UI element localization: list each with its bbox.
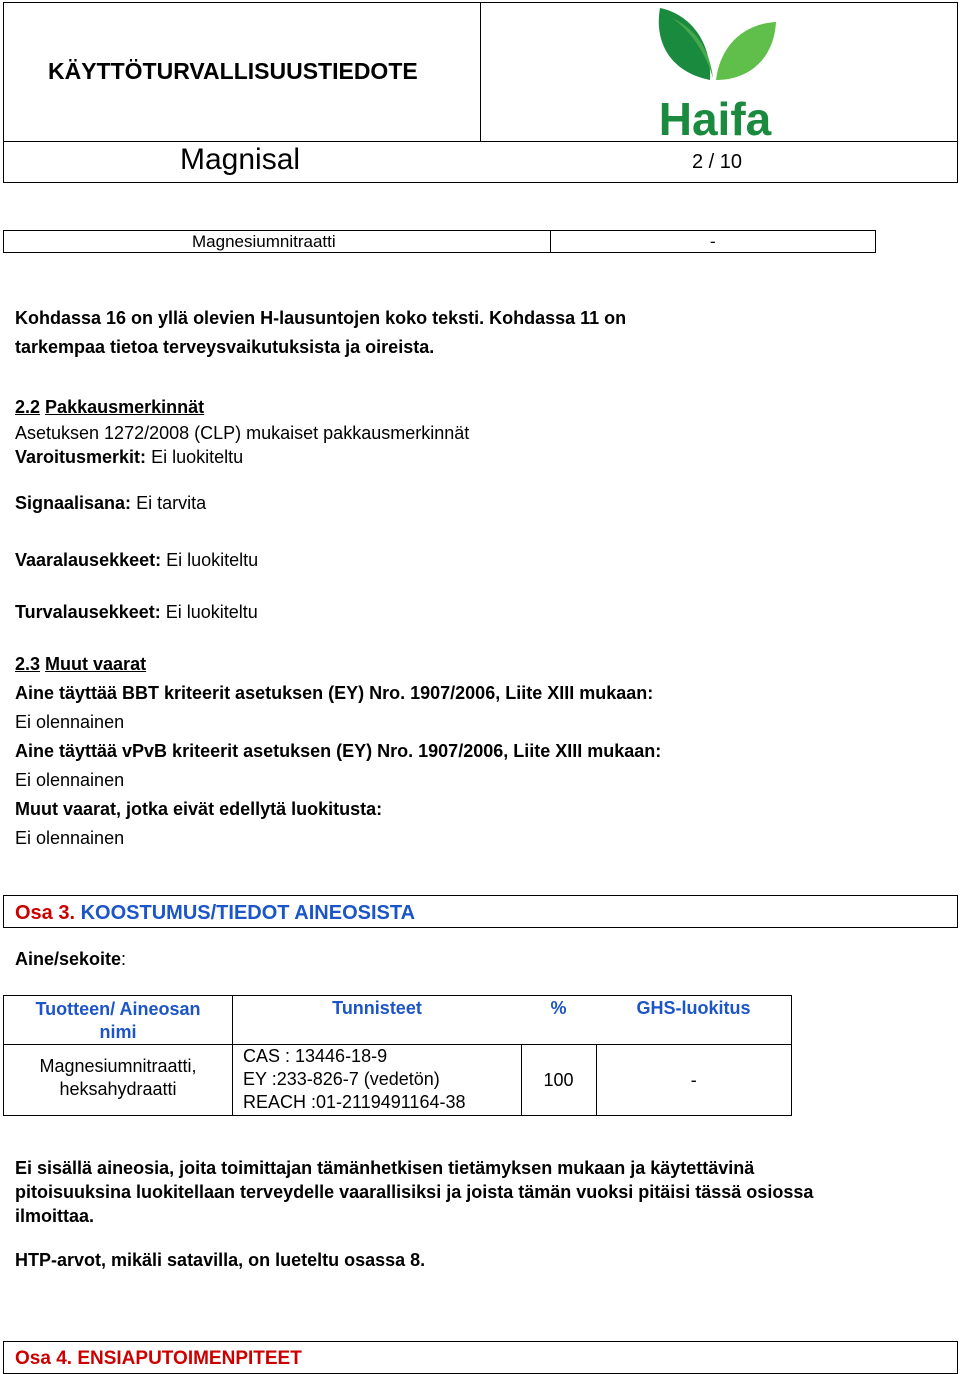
- section-2-2-title: Pakkausmerkinnät: [45, 397, 205, 417]
- signal-word: [15, 492, 206, 515]
- header-identifiers-cell: [233, 996, 522, 1045]
- row-ey: EY :233-826-7 (vedetön): [243, 1069, 440, 1089]
- logo-leaf-right: [716, 22, 776, 80]
- substance-bar: [3, 230, 876, 253]
- warning-symbols-label: Varoitusmerkit:: [15, 447, 147, 467]
- intro-line-2: tarkempaa tietoa terveysvaikutuksista ja oireista.: [15, 337, 435, 357]
- precautionary-statements: [15, 601, 258, 624]
- section-4-title: [15, 1348, 302, 1370]
- hazard-statements: [15, 549, 258, 572]
- section-2-3-title: Muut vaarat: [45, 654, 147, 674]
- warning-symbols: [15, 446, 243, 469]
- header-ghs-cell: [596, 996, 792, 1045]
- composition-note-line-1: Ei sisällä aineosia, joita toimittajan tämänhetkisen tietämyksen mukaan ja käytettävinä: [15, 1158, 755, 1178]
- row-ghs-cell: [596, 1045, 792, 1116]
- section-2-3-number: 2.3: [15, 654, 41, 674]
- warning-symbols-value: Ei luokiteltu: [151, 447, 244, 467]
- header-percent-cell: [521, 996, 596, 1045]
- row-name-cell: [4, 1045, 233, 1116]
- header-percent: %: [550, 998, 567, 1018]
- substance-mixture-subhead: [15, 948, 126, 971]
- pbt-criteria-label: Aine täyttää BBT kriteerit asetuksen (EY) Nro. 1907/2006, Liite XIII mukaan:: [15, 683, 654, 703]
- substance-mixture-colon: :: [121, 949, 127, 969]
- section-2-3-heading: [15, 653, 146, 676]
- row-name-line-1: Magnesiumnitraatti,: [39, 1056, 197, 1076]
- table-row: [4, 1045, 792, 1116]
- section-4-name: ENSIAPUTOIMENPITEET: [77, 1348, 302, 1369]
- vpvb-criteria-value: Ei olennainen: [15, 770, 125, 790]
- other-hazards-label: Muut vaarat, jotka eivät edellytä luokitusta:: [15, 799, 383, 819]
- precautionary-statements-value: Ei luokiteltu: [165, 602, 258, 622]
- row-percent: 100: [543, 1069, 574, 1090]
- section-2-2-number: 2.2: [15, 397, 41, 417]
- substance-name: Magnesiumnitraatti: [192, 232, 336, 251]
- row-ghs: -: [690, 1069, 697, 1090]
- substance-bar-divider: [550, 230, 551, 253]
- page-number: 2 / 10: [692, 151, 743, 173]
- row-identifiers-cell: [233, 1045, 522, 1116]
- composition-note-line-3: ilmoittaa.: [15, 1206, 95, 1226]
- header-product-row: [3, 141, 958, 183]
- hazard-statements-value: Ei luokiteltu: [166, 550, 259, 570]
- vpvb-criteria-label: Aine täyttää vPvB kriteerit asetuksen (EY) Nro. 1907/2006, Liite XIII mukaan:: [15, 741, 662, 761]
- signal-word-label: Signaalisana:: [15, 493, 132, 513]
- section-2-2-heading: [15, 396, 204, 419]
- section-3-name: KOOSTUMUS/TIEDOT AINEOSISTA: [80, 902, 416, 924]
- section-3-prefix: Osa 3.: [15, 902, 76, 924]
- header-ghs: GHS-luokitus: [636, 998, 751, 1018]
- section-4-prefix: Osa 4.: [15, 1348, 73, 1369]
- document-title: KÄYTTÖTURVALLISUUSTIEDOTE: [48, 58, 418, 84]
- haifa-logo: [650, 2, 780, 140]
- signal-word-value: Ei tarvita: [136, 493, 207, 513]
- hazard-statements-label: Vaaralausekkeet:: [15, 550, 162, 570]
- row-percent-cell: [521, 1045, 596, 1116]
- substance-value: -: [710, 232, 716, 251]
- header-name-cell: [4, 996, 233, 1045]
- product-name: Magnisal: [180, 143, 301, 176]
- substance-mixture-label: Aine/sekoite: [15, 949, 122, 969]
- clp-regulation: Asetuksen 1272/2008 (CLP) mukaiset pakkausmerkinnät: [15, 423, 470, 443]
- other-hazards-value: Ei olennainen: [15, 828, 125, 848]
- composition-table: [3, 995, 792, 1116]
- composition-note-line-2: pitoisuuksina luokitellaan terveydelle vaarallisiksi ja joista tämän vuoksi pitäisi tässä osiossa: [15, 1182, 814, 1202]
- row-reach: REACH :01-2119491164-38: [243, 1092, 466, 1112]
- htp-note: HTP-arvot, mikäli satavilla, on lueteltu osassa 8.: [15, 1250, 426, 1270]
- table-header-row: [4, 996, 792, 1045]
- precautionary-statements-label: Turvalausekkeet:: [15, 602, 161, 622]
- pbt-criteria-value: Ei olennainen: [15, 712, 125, 732]
- row-cas: CAS : 13446-18-9: [243, 1046, 388, 1066]
- header-identifiers: Tunnisteet: [332, 998, 422, 1018]
- row-name-line-2: heksahydraatti: [59, 1079, 177, 1099]
- section-3-title: [15, 902, 415, 925]
- logo-text: Haifa: [658, 93, 772, 140]
- logo-leaf-left: [659, 8, 710, 80]
- intro-line-1: Kohdassa 16 on yllä olevien H-lausuntojen koko teksti. Kohdassa 11 on: [15, 308, 627, 328]
- header-name: Tuotteen/ Aineosan nimi: [35, 999, 201, 1042]
